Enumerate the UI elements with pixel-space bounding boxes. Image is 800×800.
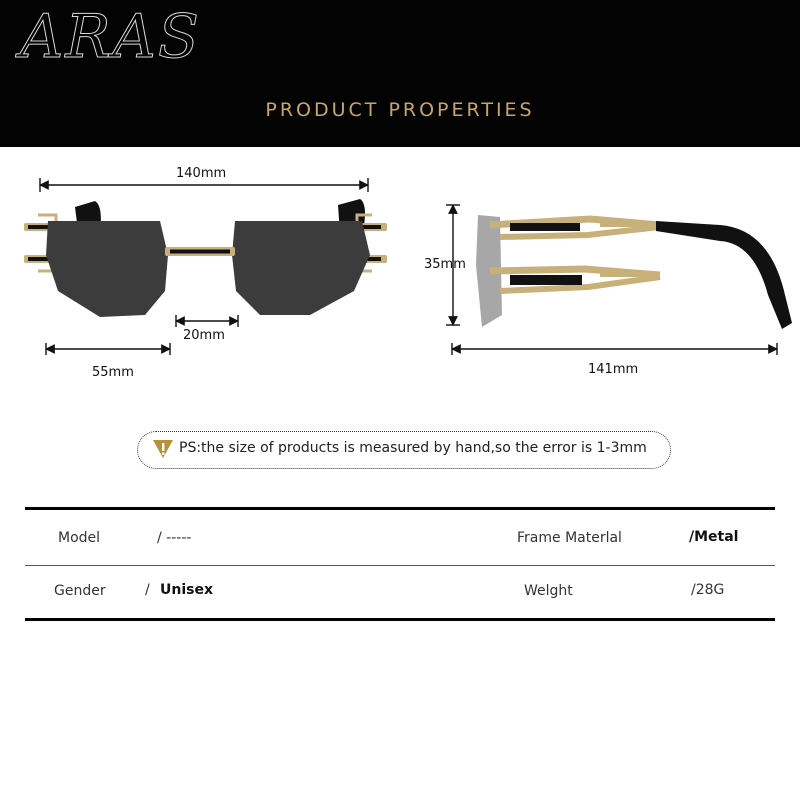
lens-height-label: 35mm <box>424 257 466 272</box>
lens-width-label: 55mm <box>92 365 134 380</box>
notice-text: PS:the size of products is measured by hand,so the error is 1-3mm <box>179 440 647 456</box>
brand-logo: ARAS <box>20 2 201 72</box>
total-width-label: 140mm <box>176 166 227 181</box>
table-mid-rule <box>25 565 775 566</box>
table-top-rule <box>25 507 775 510</box>
gender-label: Gender <box>54 583 106 599</box>
gender-value: Unisex <box>160 582 213 598</box>
weight-label: Welght <box>524 583 573 599</box>
warning-triangle-icon <box>152 439 174 459</box>
table-bottom-rule <box>25 618 775 621</box>
model-value: / ----- <box>157 530 192 546</box>
frame-material-label: Frame Materlal <box>517 530 622 546</box>
gender-separator: / <box>145 582 150 598</box>
glasses-side-image <box>470 205 800 335</box>
temple-length-label: 141mm <box>588 362 639 377</box>
bridge-width-label: 20mm <box>183 328 225 343</box>
temple-tip <box>656 221 792 329</box>
weight-value: /28G <box>691 582 725 598</box>
frame-material-value: /Metal <box>689 529 739 545</box>
page-title: PRODUCT PROPERTIES <box>265 99 535 121</box>
measurement-notice <box>137 431 671 469</box>
model-label: Model <box>58 530 101 546</box>
